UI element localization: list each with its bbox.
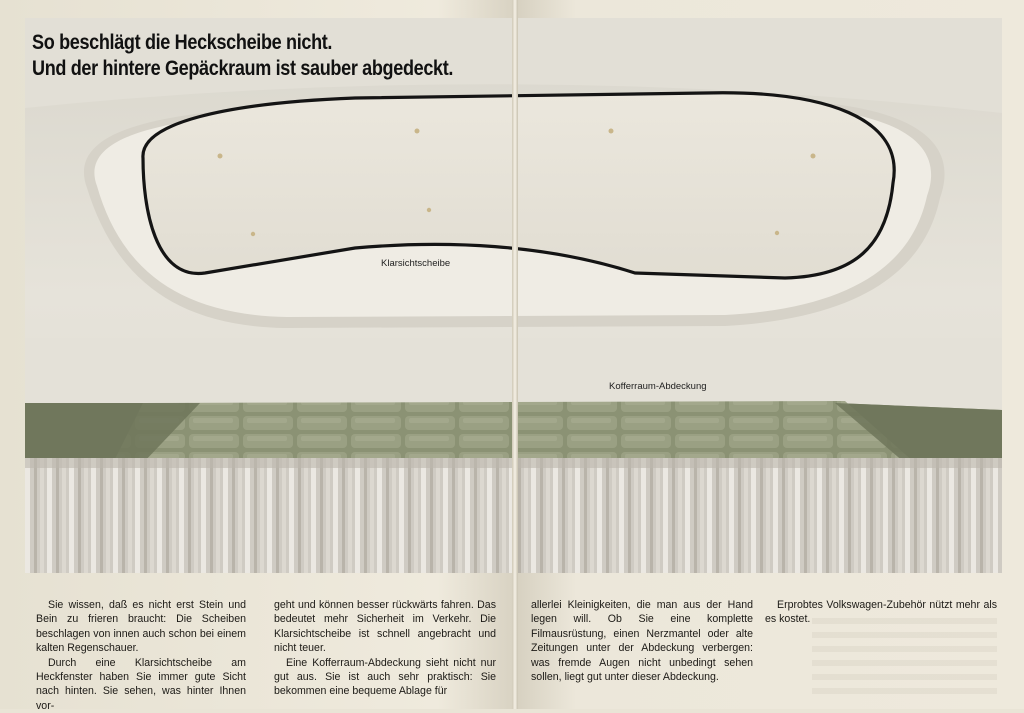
text-column-1 (36, 598, 246, 713)
paragraph: allerlei Kleinigkeiten, die man aus der Hand legen will. Ob Sie eine komplette Filmausrüstung, einen Nerzmantel oder alte Zeitungen unter der Abdeckung verbergen: was fremde Augen nicht unbedingt sehen sollen, liegt gut unter dieser Abdeckung. (531, 599, 753, 684)
paragraph: Sie wissen, daß es nicht erst Stein und Bein zu frieren braucht: Die Scheiben beschlagen von innen auch schon bei einem kalten Regenschauer. (36, 599, 246, 655)
label-klarsichtscheibe: Klarsichtscheibe (381, 258, 451, 269)
show-through-text (812, 618, 997, 698)
paragraph: Erprobtes Volkswagen-Zubehör nützt mehr als es kostet. (765, 599, 997, 626)
text-column-2 (274, 598, 496, 699)
headline (32, 30, 453, 82)
headline-line-1: So beschlägt die Heckscheibe nicht. (32, 31, 333, 54)
paragraph: Durch eine Klarsichtscheibe am Heckfenster haben Sie immer gute Sicht nach hinten. Sie sehen, was hinter Ihnen vor- (36, 656, 246, 712)
paragraph: geht und können besser rückwärts fahren. Das bedeutet mehr Sicherheit im Verkehr. Die Klarsichtscheibe ist schnell angebracht und nicht teuer. (274, 599, 496, 655)
label-kofferraum-abdeckung: Kofferraum-Abdeckung (609, 381, 707, 392)
text-column-3 (531, 598, 753, 684)
spine-gutter (512, 0, 518, 709)
paragraph: Eine Kofferraum-Abdeckung sieht nicht nur gut aus. Sie ist auch sehr praktisch: Sie bekommen eine bequeme Ablage für (274, 656, 496, 698)
headline-line-2: Und der hintere Gepäckraum ist sauber abgedeckt. (32, 57, 454, 80)
